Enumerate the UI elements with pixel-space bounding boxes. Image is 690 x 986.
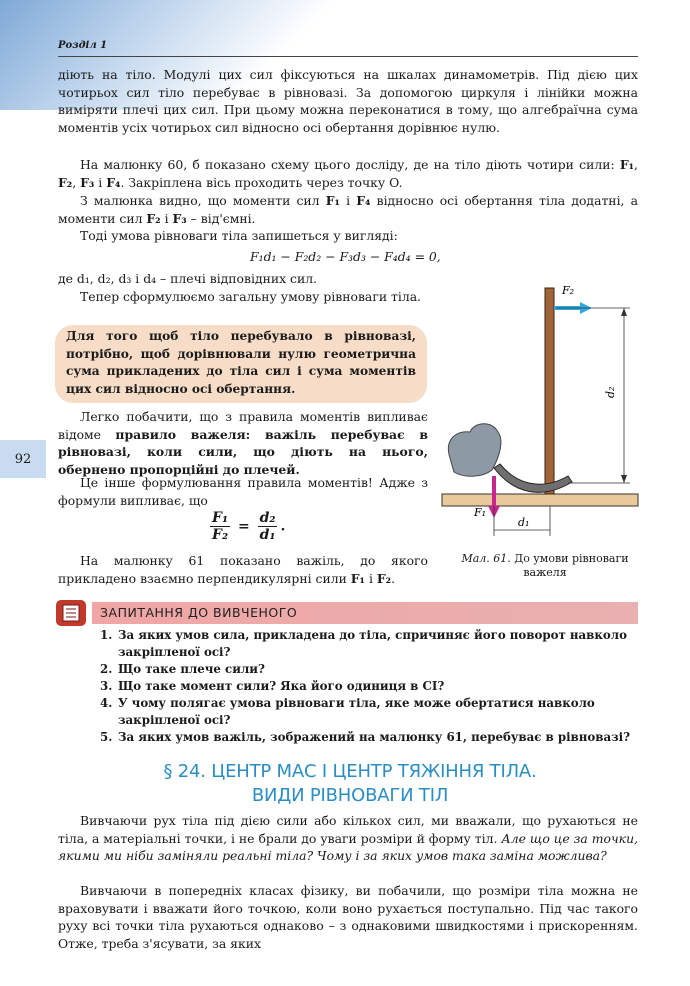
fraction-left (210, 510, 230, 543)
den: F₂ (212, 527, 229, 543)
section-line-1: § 24. ЦЕНТР МАС І ЦЕНТР ТЯЖІННЯ ТІЛА. (163, 761, 537, 782)
sep: , (72, 174, 81, 190)
question-number: 4. (100, 696, 113, 710)
questions-list (100, 627, 640, 746)
section-line-2: ВИДИ РІВНОВАГИ ТІЛ (251, 785, 449, 806)
question-text: За яких умов сила, прикладена до тіла, спричиняє його поворот навколо закріпленої осі? (118, 628, 627, 659)
sep: і (94, 174, 107, 190)
num: F₁ (212, 510, 229, 526)
text: Легко побачити, що з правила моментів випливає відоме (58, 409, 428, 442)
d2-arrow-bottom (621, 475, 627, 483)
force-f1: F₁ (619, 157, 635, 172)
label-f1: F₁ (474, 506, 487, 519)
question-number: 5. (100, 730, 113, 744)
question-number: 3. (100, 679, 113, 693)
equilibrium-rule: Для того щоб тіло перебувало в рівновазі, потрібно, щоб дорівнювали нулю геометрична сума прикладених до тіла сил і сума моментів цих сил відносно осі обертання. (66, 329, 416, 396)
text: На малюнку 61 показано важіль, до якого прикладено взаємно перпендикулярні сили (58, 553, 428, 586)
force-f1: F₁ (325, 193, 340, 208)
sep: і (365, 570, 377, 586)
text: Вивчаючи рух тіла під дією сили або кількох сил, ми вважали, що рухаються не тіла, а матеріальні точки, і не брали до уваги розміри й форму тіл. (58, 813, 638, 846)
stone (448, 424, 500, 477)
header-rule (58, 56, 638, 57)
paragraph-11: Вивчаючи в попередніх класах фізику, ви побачили, що розміри тіла можна не враховувати і вважати його точкою, коли воно рухається поступально. Під час такого руху всі точки тіла рухаються однаково – з однаковими швидкостями і прискоренням. Отже, треба з'ясувати, за яких (58, 883, 638, 951)
page-number: 92 (0, 440, 46, 478)
question-item (100, 661, 640, 678)
moment-formula: F₁d₁ − F₂d₂ − F₃d₃ − F₄d₄ = 0, (250, 249, 441, 264)
force-f2: F₂ (376, 570, 392, 586)
text: На малюнку 60, б показано схему цього досліду, де на тіло діють чотири сили: (80, 157, 620, 172)
lever-fraction-formula (207, 510, 285, 543)
paragraph-8: Це інше формулювання правила моментів! Адже з формули випливає, що (58, 475, 428, 508)
paragraph-5: де d₁, d₂, d₃ і d₄ – плечі відповідних сил. (58, 271, 318, 286)
period: . (280, 518, 286, 535)
text: З малюнка видно, що моменти сил (80, 193, 326, 208)
paragraph-10 (58, 812, 638, 865)
text: . Закріплена вісь проходить через точку O. (120, 174, 403, 190)
lever-head (494, 464, 572, 492)
notebook-icon (56, 600, 86, 626)
force-f2: F₂ (146, 210, 161, 226)
question-item (100, 678, 640, 695)
text: – від'ємні. (186, 210, 256, 226)
sep: , (634, 157, 638, 172)
section-heading (60, 760, 640, 808)
question-text: За яких умов важіль, зображений на малюнку 61, перебуває в рівновазі? (118, 730, 631, 744)
force-f2: F₂ (58, 174, 73, 190)
italic-question: Але що це за точки, якими ми ніби заміняли реальні тіла? Чому і за яких умов така заміна можлива? (58, 830, 638, 864)
question-item (100, 627, 640, 661)
period: . (391, 570, 396, 586)
question-text: Що таке момент сили? Яка його одиниця в СІ? (118, 679, 445, 693)
questions-title: ЗАПИТАННЯ ДО ВИВЧЕНОГО (100, 605, 298, 620)
paragraph-2 (58, 156, 638, 191)
paragraph-4: Тоді умова рівноваги тіла запишеться у вигляді: (80, 228, 398, 243)
figure-caption (440, 552, 650, 580)
question-number: 1. (100, 628, 113, 642)
force-f3: F₃ (80, 174, 95, 190)
paragraph-1: діють на тіло. Модулі цих сил фіксуються на шкалах динамометрів. Під дією цих чотирьох сил тіло перебуває в рівновазі. За допомогою циркуля і лінійки можна виміряти плечі цих сил. При цьому можна переконатися в тому, що алгебраїчна сума моментів усіх чотирьох сил відносно осі обертання дорівнює нулю. (58, 67, 638, 135)
paragraph-3 (58, 192, 638, 227)
num: d₂ (259, 510, 276, 526)
figure-61-lever (434, 280, 644, 540)
question-item (100, 729, 640, 746)
label-f2: F₂ (562, 284, 575, 297)
question-text: Що таке плече сили? (118, 662, 265, 676)
lever-illustration (434, 280, 644, 540)
lever-rule: правило важеля: важіль перебуває в рівновазі, коли сили, що діють на нього, обернено пропорційні до плечей. (58, 426, 428, 477)
fraction-right (258, 510, 278, 543)
caption-text: До умови рівноваги важеля (514, 552, 629, 579)
label-d2: d₂ (604, 386, 617, 398)
sep: і (160, 210, 173, 226)
den: d₁ (259, 527, 276, 543)
force-f4: F₄ (356, 193, 371, 208)
running-header: Розділ 1 (58, 40, 108, 51)
label-d1: d₁ (518, 516, 530, 529)
force-f3: F₃ (172, 210, 187, 226)
question-text: У чому полягає умова рівноваги тіла, яке може обертатися навколо закріпленої осі? (118, 696, 595, 727)
notebook-icon-svg (61, 604, 81, 622)
sep: і (339, 193, 357, 208)
question-item (100, 695, 640, 729)
paragraph-9 (58, 552, 428, 587)
caption-prefix: Мал. 61. (461, 552, 511, 565)
lever-handle (545, 288, 554, 494)
force-f1: F₁ (350, 570, 365, 586)
d2-arrow-top (621, 308, 627, 316)
paragraph-7 (58, 408, 428, 478)
question-number: 2. (100, 662, 113, 676)
text: відносно осі обертання тіла додатні, а моменти сил (58, 193, 639, 226)
paragraph-6: Тепер сформулюємо загальну умову рівноваги тіла. (80, 289, 422, 304)
equals-sign: = (237, 518, 250, 535)
board (442, 494, 638, 506)
force-f4: F₄ (106, 174, 121, 190)
